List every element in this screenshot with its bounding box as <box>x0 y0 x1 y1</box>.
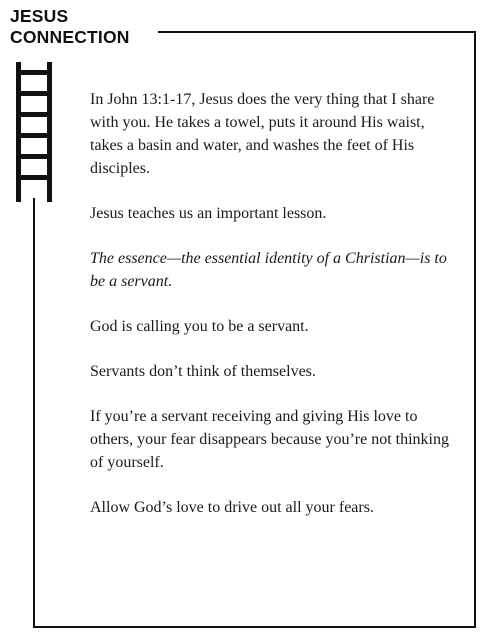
paragraph-fear: If you’re a servant receiving and giving His love to others, your fear disappears because you’re not thinking of yourself. <box>90 408 449 471</box>
paragraph-calling: God is calling you to be a servant. <box>90 318 309 335</box>
frame-border-top <box>158 31 475 33</box>
frame-border-bottom <box>33 626 476 628</box>
ladder-icon <box>14 62 54 202</box>
devotional-body <box>90 88 460 541</box>
paragraph-essence: The essence—the essential identity of a Christian—is to be a servant. <box>90 250 447 290</box>
heading-line-2: CONNECTION <box>10 27 130 47</box>
paragraph-lesson: Jesus teaches us an important lesson. <box>90 205 327 222</box>
paragraph-servants: Servants don’t think of themselves. <box>90 363 316 380</box>
paragraph-john-13: In John 13:1-17, Jesus does the very thing that I share with you. He takes a towel, puts it around His waist, takes a basin and water, and washes the feet of His disciples. <box>90 91 435 177</box>
section-heading <box>10 6 130 48</box>
frame-border-left <box>33 198 35 628</box>
heading-line-1: JESUS <box>10 6 69 26</box>
frame-border-right <box>474 31 476 628</box>
paragraph-allow-love: Allow God’s love to drive out all your fears. <box>90 499 374 516</box>
